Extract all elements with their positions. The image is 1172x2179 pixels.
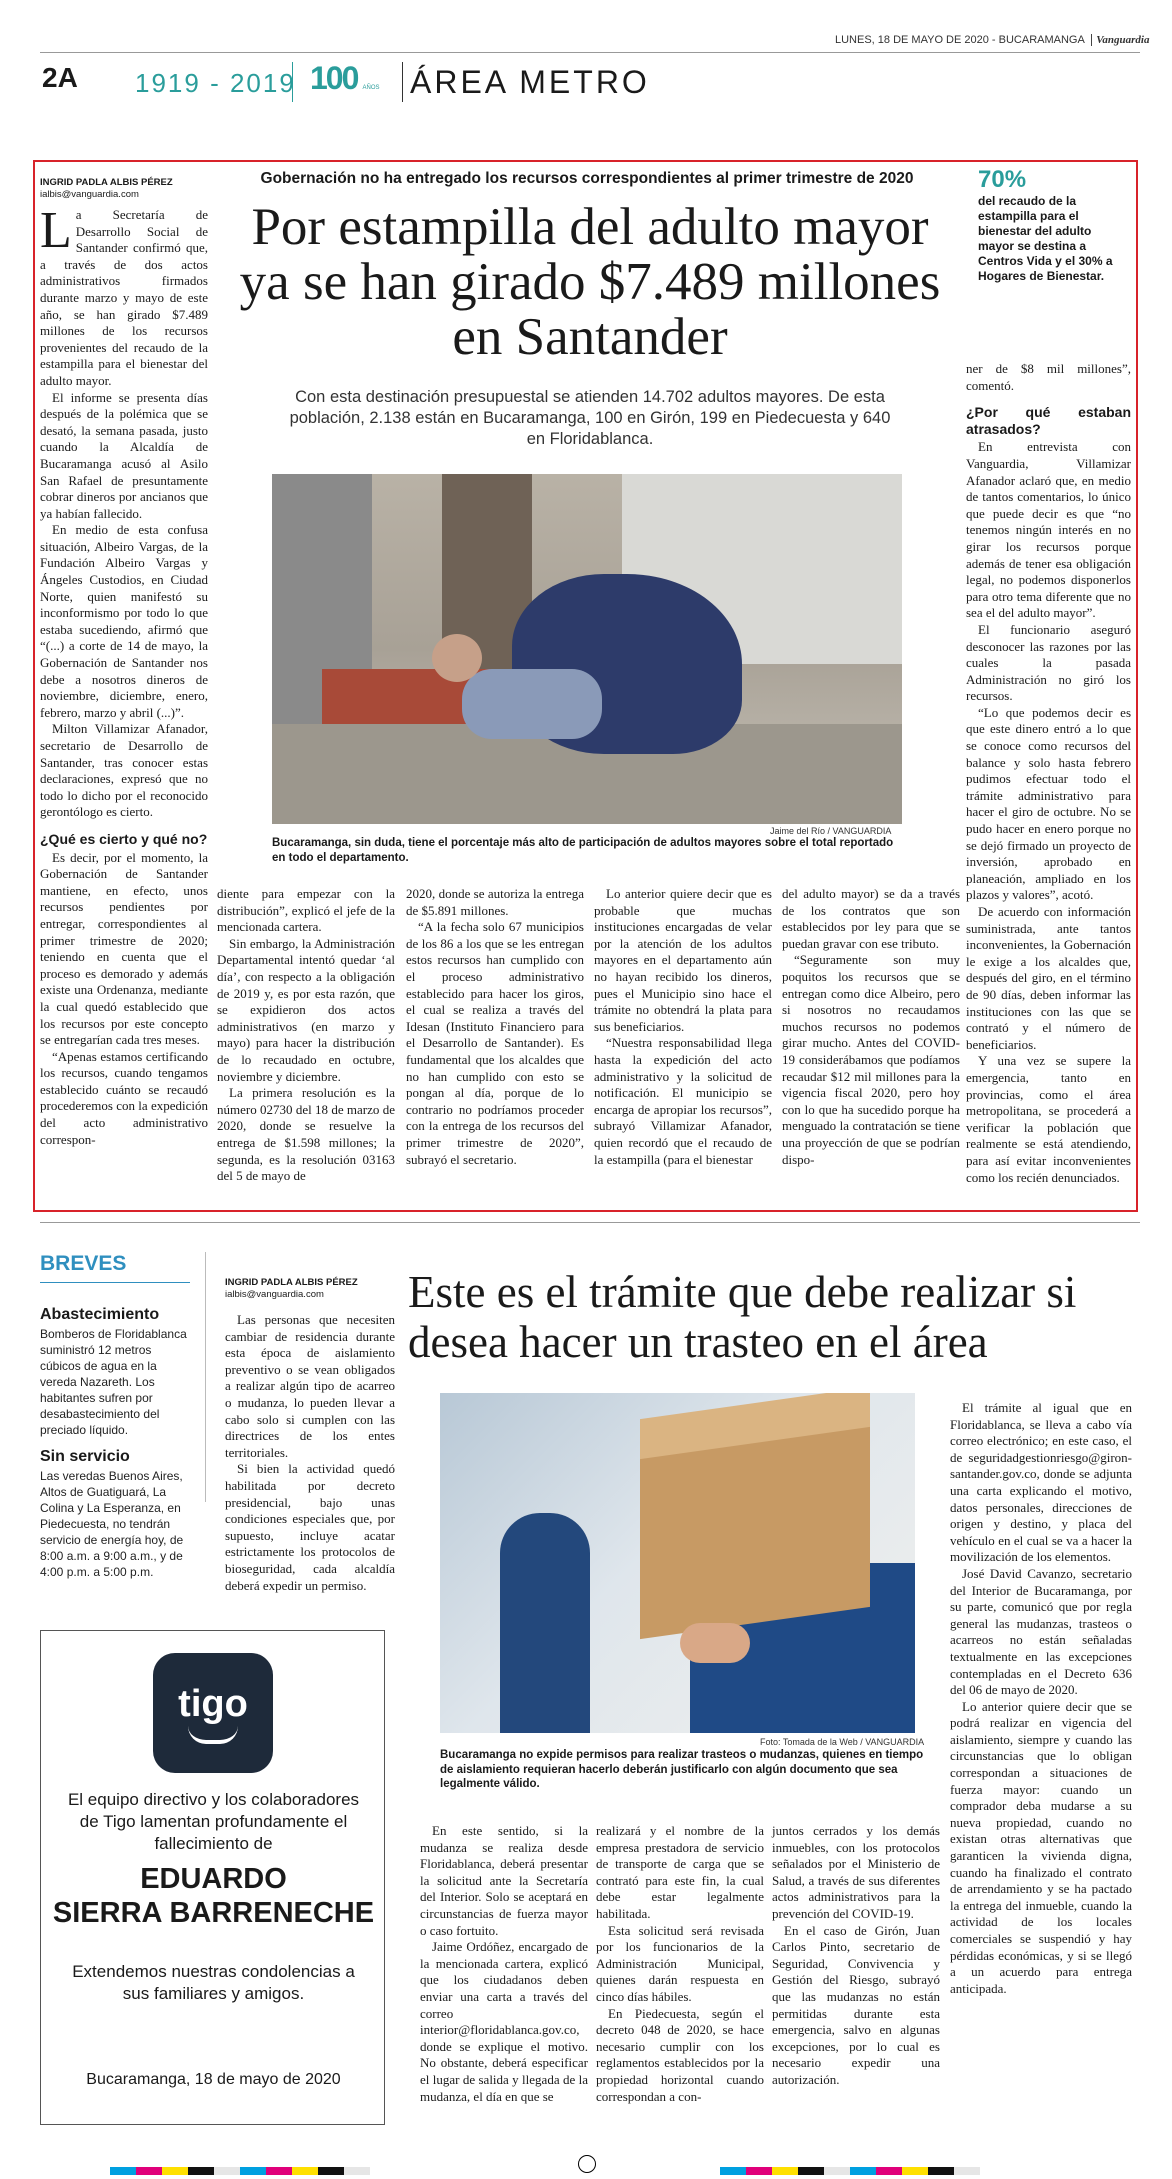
article1-byline: [40, 177, 220, 201]
article1-deck: Con esta destinación presupuestal se atienden 14.702 adultos mayores. De esta población, 2.138 están en Bucaramanga, 100 en Girón, 199 en Piedecuesta y 640 en Floridablanca.: [289, 388, 891, 448]
paragraph: Sin embargo, la Administración Departamental intentó quedar ‘al día’, con respecto a la obligación de 2019 y, es por esta razón, que se expidieron dos actos administrativos (en marzo y mayo) para hacer la distribución de lo recaudado en octubre, noviembre y diciembre.: [217, 935, 395, 1084]
article2-photo-caption: Bucaramanga no expide permisos para realizar trasteos o mudanzas, quienes en tiempo de aislamiento requieran hacerlo deberán justificarlo con algún documento que sea legalmente válido.: [440, 1749, 924, 1790]
ad-text: El equipo directivo y los colaboradores de Tigo lamentan profundamente el fallecimiento de: [67, 1790, 360, 1853]
years-label: 1919 - 2019: [135, 68, 296, 98]
paragraph: En este sentido, si la mudanza se realiza desde Floridablanca, deberá presentar la solicitud ante la Secretaría del Interior. Solo se aceptará en circunstancias de fuerza mayor o caso fortuito.: [420, 1823, 588, 1938]
stat-box: [978, 166, 1128, 284]
brief-title: Sin servicio: [40, 1448, 130, 1465]
date-line: [835, 34, 1149, 46]
brief-text: Bomberos de Floridablanca suministró 12 metros cúbicos de agua en la vereda Nazareth. Los habitantes sufren por desabastecimiento del preciado líquido.: [40, 1327, 187, 1437]
paragraph: diente para empezar con la distribución”, explicó el jefe de la mencionada cartera.: [217, 886, 395, 935]
paragraph: “Apenas estamos certificando los recursos, cuando tengamos establecido cuánto se recaudó procederemos con la expedición del acto administrativo correspon-: [40, 1048, 208, 1147]
briefs-title: BREVES: [40, 1252, 127, 1275]
article2-headline: Este es el trámite que debe realizar si desea hacer un trasteo en el área: [408, 1267, 1077, 1367]
paragraph: Milton Villamizar Afanador, secretario de Desarrollo de Santander, tras conocer estas declaraciones, expresó que no todo lo dicho por el reconocido gerontólogo es cierto.: [40, 721, 208, 820]
article1-col4: [594, 886, 772, 1168]
paragraph: Si bien la actividad quedó habilitada por decreto presidencial, bajo unas condiciones especiales que, por supuesto, incluye acatar estrictamente los protocolos de bioseguridad, cada alcaldía deberá expedir un permiso.: [225, 1461, 395, 1593]
anniversary-number: 100: [310, 60, 358, 96]
smile-icon: [188, 1726, 238, 1744]
article1-kicker: Gobernación no ha entregado los recursos correspondientes al primer trimestre de 2020: [260, 170, 914, 187]
stat-number: 70%: [978, 166, 1027, 193]
anniversary-logo: [310, 60, 390, 104]
article1-headline: Por estampilla del adulto mayor ya se han girado $7.489 millones en Santander: [239, 198, 941, 366]
tigo-logo: [153, 1653, 273, 1773]
paragraph: a Secretaría de Desarrollo Social de Santander confirmó que, a través de dos actos administrativos firmados durante marzo y mayo de este año, se han girado $7.489 millones de los recursos provenientes del recaudo de la estampilla para el bienestar del adulto mayor.: [40, 207, 208, 388]
paragraph: En Piedecuesta, según el decreto 048 de 2020, se hace necesario cumplir con los reglamentos establecidos por la propiedad horizontal cuando correspondan a con-: [596, 2005, 764, 2104]
paragraph: Y una vez se supere la emergencia, tanto en provincias, como el área metropolitana, se procederá a verificar la población que realmente se está atendiendo, para así evitar inconvenientes como los recién denunciados.: [966, 1053, 1131, 1185]
paragraph: del adulto mayor) se da a través de los contratos que son establecidos por ley para que se puedan gravar con ese tributo.: [782, 886, 960, 951]
dropcap: L: [40, 202, 72, 259]
paragraph: El trámite al igual que en Floridablanca, se lleva a cabo vía correo electrónico; en este caso, el de seguridadgestionriesgo@giron-santander.gov.co, donde se adjunta una carta explicando el motivo, datos personales, direcciones de origen y destino, y placa del vehículo en el cual se va a hacer la movilización de los elementos.: [950, 1400, 1132, 1565]
paragraph: En medio de esta confusa situación, Albeiro Vargas, de la Fundación Albeiro Vargas y Ángeles Custodios, en Ciudad Norte, quien manifestó su inconformismo por todo lo que estaba sucediendo, afirmó que “(...) a corte de 14 de mayo, la Gobernación de Santander nos debe a nosotros dineros de noviembre, diciembre, enero, febrero, marzo y abril (...)”.: [40, 522, 208, 720]
condolence-text: Extendemos nuestras condolencias a sus familiares y amigos.: [72, 1962, 355, 2003]
paragraph: En el caso de Girón, Juan Carlos Pinto, secretario de Seguridad, Convivencia y Gestión del Riesgo, subrayó que las mudanzas no están permitidas durante esta emergencia, salvo en algunas excepciones, por lo cual es necesario expedir una autorización.: [772, 1922, 940, 2087]
section-title: ÁREA METRO: [410, 64, 650, 100]
paragraph: El funcionario aseguró desconocer las razones por las cuales la pasada Administración no giró los recursos.: [966, 621, 1131, 704]
deceased-name-last: SIERRA BARRENECHE: [52, 1897, 375, 1929]
tigo-ad: [40, 1630, 385, 2125]
brief-text: Las veredas Buenos Aires, Altos de Guatiguará, La Colina y La Esperanza, en Piedecuesta, no tendrán servicio de energía hoy, de 8:00 a.m. a 9:00 a.m., y de 4:00 p.m. a 5:00 p.m.: [40, 1469, 184, 1579]
author-email[interactable]: ialbis@vanguardia.com: [225, 1289, 324, 1300]
article1-photo-caption: Bucaramanga, sin duda, tiene el porcentaje más alto de participación de adultos mayores sobre el total reportado en todo el departamento.: [272, 837, 894, 864]
paragraph: Jaime Ordóñez, encargado de la mencionada cartera, explicó que los ciudadanos deben enviar una carta a través del correo interior@floridablanca.gov.co, donde se explique el motivo. No obstante, deberá especificar el lugar de salida y llegada de la mudanza, el día en que se: [420, 1939, 588, 2104]
paragraph: Las personas que necesiten cambiar de residencia durante esta época de aislamiento preventivo o se vean obligados a realizar algún tipo de acarreo o mudanza, lo pueden llevar a cabo solo si cumplen con las directrices de los entes territoriales.: [225, 1312, 395, 1460]
article2-byline: [225, 1277, 385, 1301]
paragraph: Lo anterior quiere decir que es probable que muchas instituciones encargadas de velar por la atención de los adultos mayores en el departamento aún no hayan recibido los dineros, pues el Municipio sino hace el trámite no obtendrá la plata para sus beneficiarios.: [594, 886, 772, 1034]
subheading: ¿Por qué estaban atrasados?: [966, 404, 1131, 437]
stat-text: del recaudo de la estampilla para el bienestar del adulto mayor se destina a Centros Vida y el 30% a Hogares de Bienestar.: [978, 194, 1113, 283]
article1-photo: [272, 474, 902, 824]
article2-col2: [420, 1823, 588, 2105]
paragraph: “Seguramente son muy poquitos los recursos que se entregan como dice Albeiro, pero si nosotros no recaudamos muchos recursos no podemos girar mucho. Antes del COVID-19 considerábamos que podíamos recaudar $12 mil millones para la vigencia fiscal 2020, pero hoy con lo que ha sucedido porque ha menguado la contratación se tiene una proyección de que se podrían dispo-: [782, 952, 960, 1167]
article1-col2: [217, 886, 395, 1185]
author-name: INGRID PADLA ALBIS PÉREZ: [225, 1277, 358, 1288]
article1-col5: [782, 886, 960, 1168]
author-name: INGRID PADLA ALBIS PÉREZ: [40, 177, 173, 188]
article1-photo-credit: Jaime del Río / VANGUARDIA: [770, 826, 892, 836]
paragraph: En entrevista con Vanguardia, Villamizar Afanador aclaró que, en medio de tantos comentarios, lo único que puede decir es que “no tenemos ningún interés en no girar los recursos porque además de tener esa obligación legal, no podemos disponerlos para otro tema diferente que no sea el del adulto mayor”.: [966, 439, 1131, 621]
deceased-name-first: EDUARDO: [140, 1863, 287, 1895]
article2-photo-credit: Foto: Tomada de la Web / VANGUARDIA: [760, 1737, 925, 1747]
article2-col5: [950, 1400, 1132, 1997]
paragraph: De acuerdo con información suministrada, ante tantos inconvenientes, la Gobernación le exige a los alcaldes que, después del giro, en el término de 90 días, deben informar las instituciones con las que se contrató y el número de beneficiarios.: [966, 904, 1131, 1052]
paragraph: 2020, donde se autoriza la entrega de $5.891 millones.: [406, 886, 584, 918]
article1-col3: [406, 886, 584, 1168]
article2-col4: [772, 1823, 940, 2089]
subheading: ¿Qué es cierto y qué no?: [40, 830, 208, 847]
article2-col1: [225, 1312, 395, 1594]
paragraph: juntos cerrados y los demás inmuebles, con los protocolos señalados por el Ministerio de Salud, a través de sus diferentes actos administrativos para la prevención del COVID-19.: [772, 1823, 940, 1921]
registration-mark-icon: [578, 2155, 596, 2173]
article1-col1: [40, 202, 208, 1148]
paragraph: “Lo que podemos decir es que este dinero entró a lo que se conoce como recursos del balance y solo hasta febrero pudimos efectuar todo el trámite administrativo para hacer el giro de octubre. No se pudo hacer en enero porque no se dejó firmado un proyecto de inversión, aprobado en planeación, ampliado en los plazos y valores”, acotó.: [966, 704, 1131, 903]
article2-col3: [596, 1823, 764, 2105]
brief-title: Abastecimiento: [40, 1306, 160, 1323]
ad-date: Bucaramanga, 18 de mayo de 2020: [86, 2071, 341, 2088]
paragraph: José David Cavanzo, secretario del Interior de Bucaramanga, por su parte, comunicó que por regla general las mudanzas, trasteos o acarreos no están señaladas textualmente en las excepciones contempladas en el Decreto 636 del 06 de mayo de 2020.: [950, 1565, 1132, 1698]
paragraph: “A la fecha solo 67 municipios de los 86 a los que se les entregan estos recursos han cumplido con el proceso administrativo establecido para hacer los giros, el cual se realiza a través del Idesan (Instituto Financiero para el Desarrollo de Santander). Es fundamental que los alcaldes que no han cumplido con esto se pongan al día, porque de lo contrario no podríamos proceder con la entrega de los recursos del primer trimestre de 2020”, subrayó el secretario.: [406, 919, 584, 1167]
briefs-list: [40, 1306, 190, 1580]
author-email[interactable]: ialbis@vanguardia.com: [40, 189, 139, 200]
paragraph: El informe se presenta días después de la polémica que se desató, la semana pasada, justo cuando la Alcaldía de Bucaramanga acusó al Asilo San Rafael de presuntamente cobrar dineros por ancianos que ya habían fallecido.: [40, 389, 208, 521]
tigo-logo-text: tigo: [178, 1682, 248, 1725]
page-number: 2A: [42, 62, 78, 93]
date-text: LUNES, 18 DE MAYO DE 2020 - BUCARAMANGA: [835, 34, 1085, 46]
print-color-bar-right: [720, 2160, 980, 2179]
paragraph: realizará y el nombre de la empresa prestadora de servicio de transporte de carga que se contrató para este fin, la cual debe estar legalmente habilitada.: [596, 1823, 764, 1921]
anniversary-word: AÑOS: [362, 85, 380, 91]
paragraph: Lo anterior quiere decir que se podrá realizar en vigencia del aislamiento, siempre y cuando las circunstancias que lo obligan correspondan a situaciones de fuerza mayor: cuando un comprador deba mudarse a su nueva propiedad, cuando no existan otras alternativas que garanticen la vivienda digna, cuando ha finalizado el contrato de arrendamiento y se ha pactado la entrega del inmueble, cuando la actividad de los locales comerciales se suspendió y hay pérdidas económicas, y si se llegó a un acuerdo para entrega anticipada.: [950, 1698, 1132, 1996]
paragraph: Es decir, por el momento, la Gobernación de Santander mantiene, en efecto, unos recursos pendientes por entregar, correspondientes al primer trimestre de 2020; teniendo en cuenta que el proceso es demorado y además existe una Ordenanza, mediante la cual quedó establecido que los recursos por este concepto se entregarían cada tres meses.: [40, 849, 208, 1048]
print-color-bar-left: [110, 2160, 370, 2179]
article1-col6: [966, 361, 1131, 1186]
paragraph: Esta solicitud será revisada por los funcionarios de la Administración Municipal, quienes darán respuesta en cinco días hábiles.: [596, 1922, 764, 2004]
paragraph: “Nuestra responsabilidad llega hasta la expedición del acto administrativo y la solicitud de notificación. El municipio se encarga de apropiar los recursos”, subrayó Villamizar Afanador, quien recordó que el recaudo de la estampilla (para el bienestar: [594, 1035, 772, 1167]
article2-photo: [440, 1393, 915, 1733]
paragraph: La primera resolución es la número 02730 del 18 de marzo de 2020, donde se resuelve la entrega de $1.598 millones; la segunda, es la resolución 03163 del 5 de mayo de: [217, 1085, 395, 1184]
brand-name: Vanguardia: [1096, 34, 1150, 46]
paragraph: ner de $8 mil millones”, comentó.: [966, 361, 1131, 393]
